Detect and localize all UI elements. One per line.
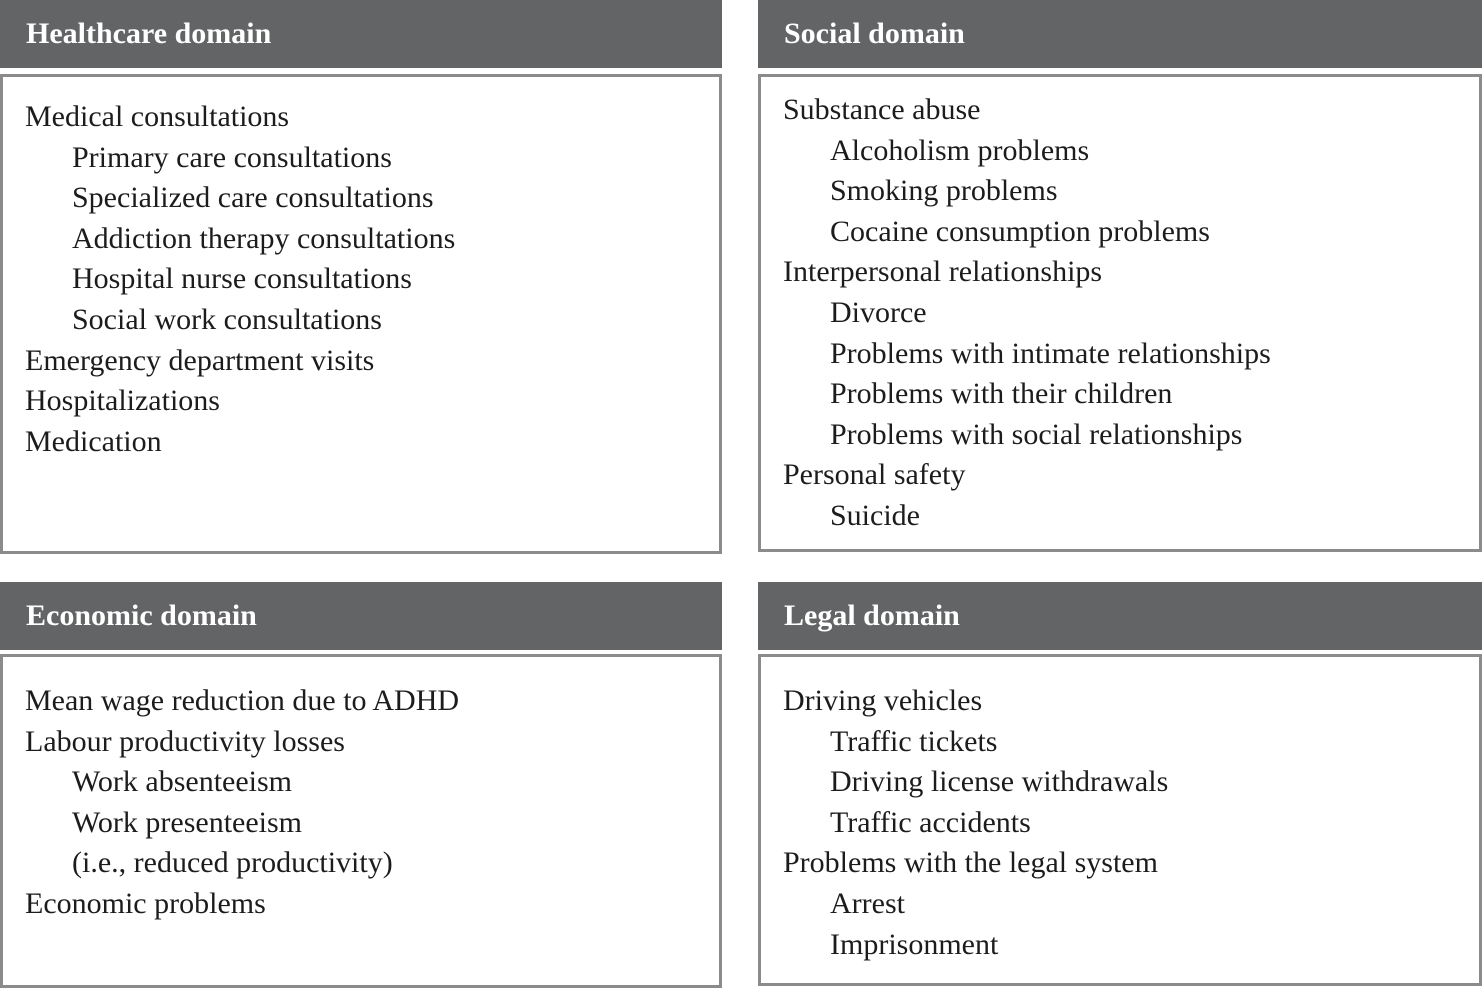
- sub-item: Primary care consultations: [72, 140, 392, 174]
- category-item: Interpersonal relationships: [783, 255, 1103, 289]
- item-list: [25, 681, 459, 925]
- category-item: Medication: [25, 424, 162, 458]
- sub-item: Problems with their children: [830, 377, 1173, 411]
- sub-item: Addiction therapy consultations: [72, 221, 456, 255]
- item-list: [783, 90, 1271, 537]
- panel-title: Social domain: [758, 0, 1482, 68]
- sub-item: Traffic accidents: [830, 805, 1031, 839]
- category-item: Emergency department visits: [25, 343, 375, 377]
- sub-item: Social work consultations: [72, 302, 382, 336]
- social-domain-panel: [758, 0, 1482, 532]
- category-item: Hospitalizations: [25, 384, 220, 418]
- panel-body: [0, 654, 722, 988]
- panel-body: [0, 74, 722, 554]
- panel-body: [758, 654, 1482, 986]
- sub-item: Problems with social relationships: [830, 417, 1243, 451]
- category-item: Substance abuse: [783, 93, 981, 126]
- category-item: Medical consultations: [25, 100, 290, 133]
- category-item: Driving vehicles: [783, 684, 983, 717]
- sub-item: Traffic tickets: [830, 724, 998, 758]
- item-list: [783, 681, 1168, 965]
- sub-item: Hospital nurse consultations: [72, 262, 412, 296]
- sub-item: Specialized care consultations: [72, 181, 434, 215]
- panel-title: Economic domain: [0, 582, 722, 650]
- category-item: Labour productivity losses: [25, 724, 345, 758]
- economic-domain-panel: [0, 582, 722, 920]
- panel-title: Healthcare domain: [0, 0, 722, 68]
- panel-title: Legal domain: [758, 582, 1482, 650]
- sub-item: Imprisonment: [830, 927, 999, 961]
- sub-item: (i.e., reduced productivity): [72, 846, 393, 880]
- sub-item: Cocaine consumption problems: [830, 214, 1210, 248]
- sub-item: Work absenteeism: [72, 765, 293, 799]
- category-item: Problems with the legal system: [783, 846, 1158, 880]
- item-list: [25, 97, 455, 462]
- sub-item: Suicide: [830, 498, 920, 532]
- sub-item: Driving license withdrawals: [830, 765, 1169, 799]
- sub-item: Alcoholism problems: [830, 133, 1090, 167]
- healthcare-domain-panel: [0, 0, 722, 458]
- sub-item: Divorce: [830, 295, 927, 329]
- sub-item: Problems with intimate relationships: [830, 336, 1271, 370]
- category-item: Mean wage reduction due to ADHD: [25, 684, 460, 717]
- sub-item: Arrest: [830, 886, 905, 920]
- sub-item: Smoking problems: [830, 174, 1058, 208]
- legal-domain-panel: [758, 582, 1482, 961]
- panel-body: [758, 74, 1482, 552]
- category-item: Personal safety: [783, 458, 966, 492]
- category-item: Economic problems: [25, 886, 266, 920]
- sub-item: Work presenteeism: [72, 805, 303, 839]
